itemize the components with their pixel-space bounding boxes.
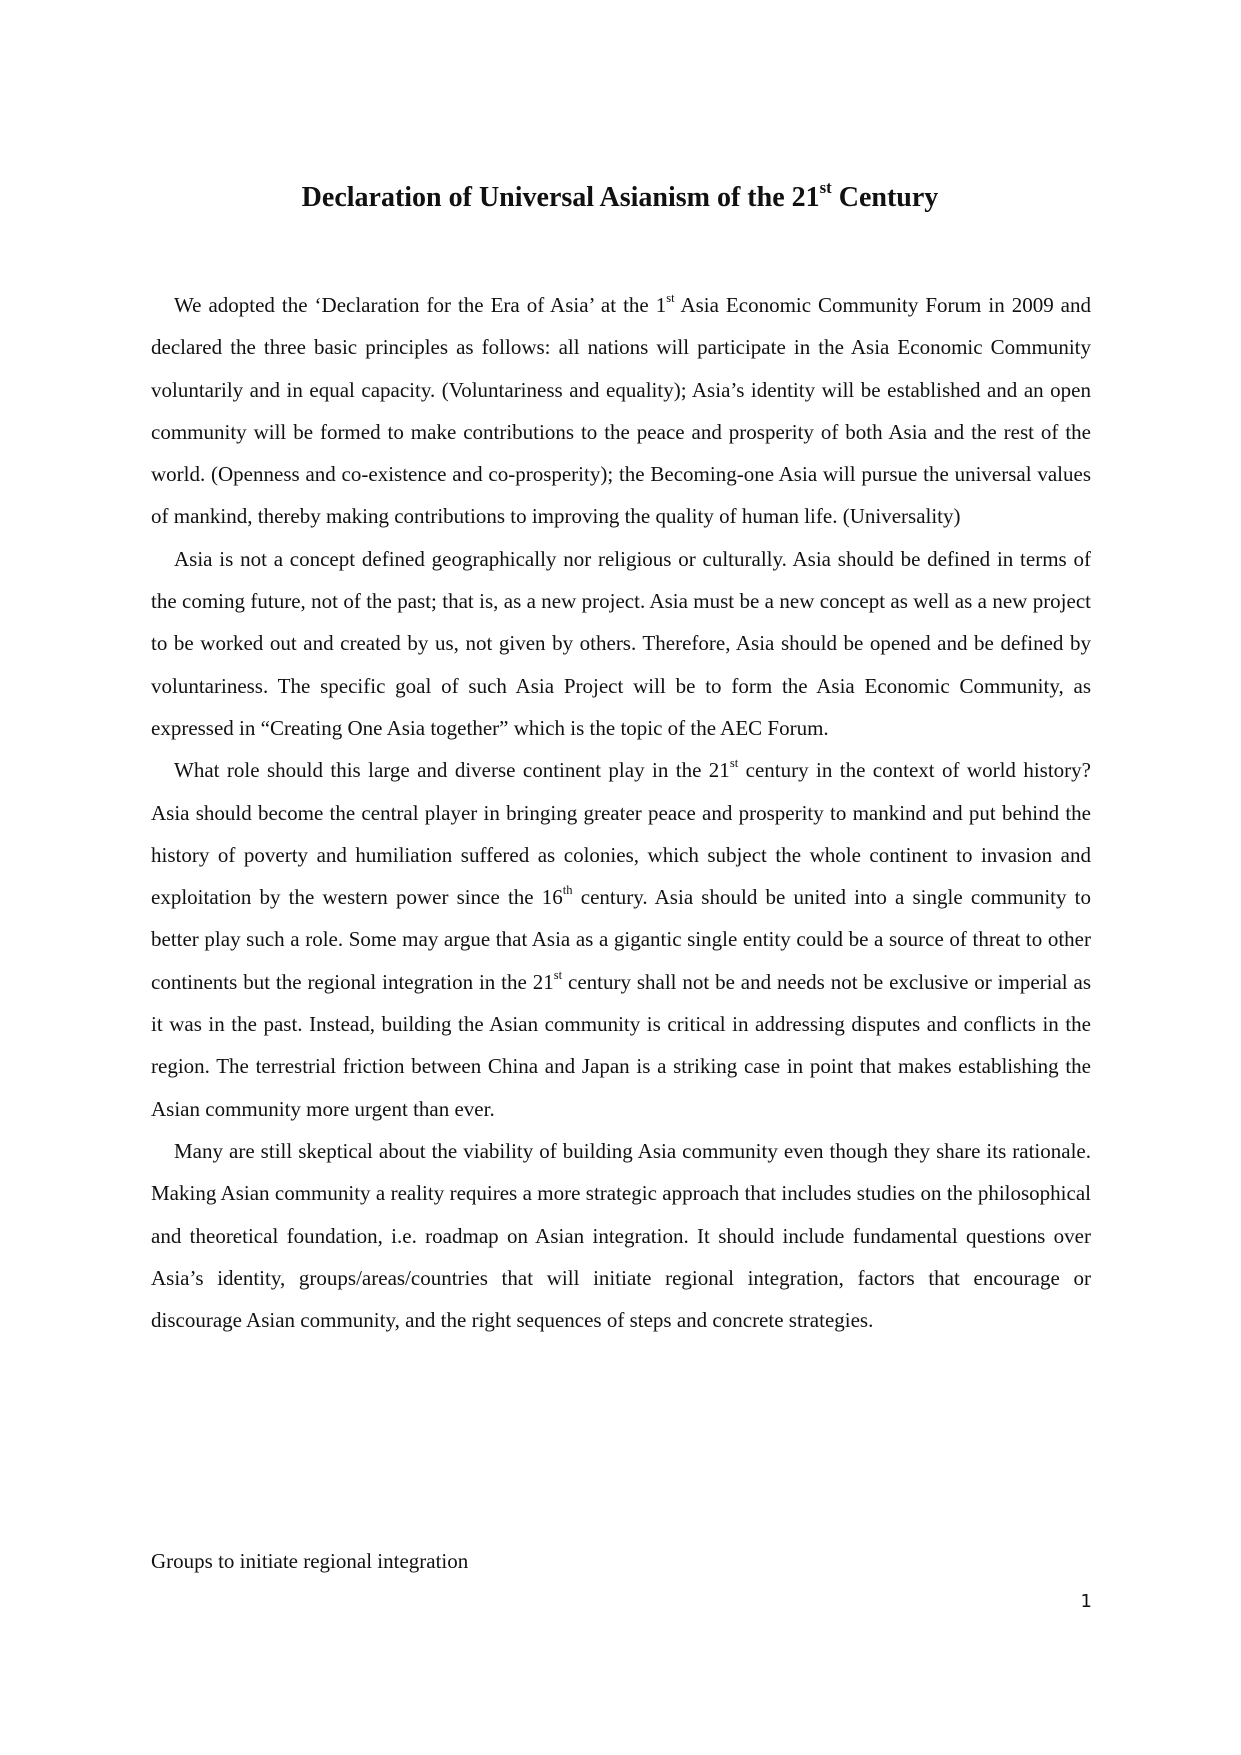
paragraph-text: century in the context of world history? Asia should become the central player in bringing greater peace and prosperity to mankind and put behind the history of poverty and humiliation suffered as colonies, which subject the whole continent to invasion and exploitation by the western power since the 16 xyxy=(151,758,1091,910)
title-superscript: st xyxy=(819,178,832,198)
paragraph-text: century. Asia should be united into a single community to better play such a role. Some may argue that Asia as a gigantic single entity could be a source of threat to other continents but the regional integration in the 21 xyxy=(151,885,1092,994)
paragraph-text: We adopted the ‘Declaration for the Era of Asia’ at the 1 xyxy=(174,293,667,317)
paragraph-text: Asia is not a concept defined geographically nor religious or culturally. Asia should be defined in terms of the coming future, not of the past; that is, as a new project. Asia must be a new concept as well as a new project to be worked out and created by us, not given by others. Therefore, Asia should be opened and be defined by voluntariness. The specific goal of such Asia Project will be to form the Asia Economic Community, as expressed in “Creating One Asia together” which is the topic of the AEC Forum. xyxy=(151,546,1091,740)
section-subheading: Groups to initiate regional integration xyxy=(151,1549,469,1573)
paragraph-text: century shall not be and needs not be exclusive or imperial as it was in the past. Instead, building the Asian community is critical in addressing disputes and conflicts in the region. The terrestrial friction between China and Japan is a striking case in point that makes establishing the Asian community more urgent than ever. xyxy=(151,969,1091,1121)
paragraph-skepticism xyxy=(151,1130,1091,1341)
ordinal-superscript: st xyxy=(553,967,563,982)
paragraph-asia-role xyxy=(151,749,1091,1130)
paragraph-asia-concept xyxy=(151,538,1091,749)
title-text: Declaration of Universal Asianism of the 21 xyxy=(301,182,820,213)
page-number: 1 xyxy=(1080,1591,1092,1612)
ordinal-superscript: th xyxy=(562,883,573,898)
document-title xyxy=(150,178,1090,218)
paragraph-text: Many are still skeptical about the viability of building Asia community even though they share its rationale. Making Asian community a reality requires a more strategic approach that includes studies on the philosophical and theoretical foundation, i.e. roadmap on Asian integration. It should include fundamental questions over Asia’s identity, groups/areas/countries that will initiate regional integration, factors that encourage or discourage Asian community, and the right sequences of steps and concrete strategies. xyxy=(151,1138,1091,1333)
title-text-end: Century xyxy=(831,182,939,213)
paragraph-text: What role should this large and diverse continent play in the 21 xyxy=(174,758,730,783)
ordinal-superscript: st xyxy=(666,291,675,306)
paragraph-text: Asia Economic Community Forum in 2009 and declared the three basic principles as follows: all nations will participate in the Asia Economic Community voluntarily and in equal capacity. (Voluntariness and equality); Asia’s identity will be established and an open community will be formed to make contributions to the peace and prosperity of both Asia and the rest of the world. (Openness and co-existence and co-prosperity); the Becoming-one Asia will pursue the universal values of mankind, thereby making contributions to improving the quality of human life. (Universality) xyxy=(151,293,1091,529)
ordinal-superscript: st xyxy=(729,756,739,771)
document-body xyxy=(151,284,1091,1341)
paragraph-era-of-asia xyxy=(151,284,1091,538)
